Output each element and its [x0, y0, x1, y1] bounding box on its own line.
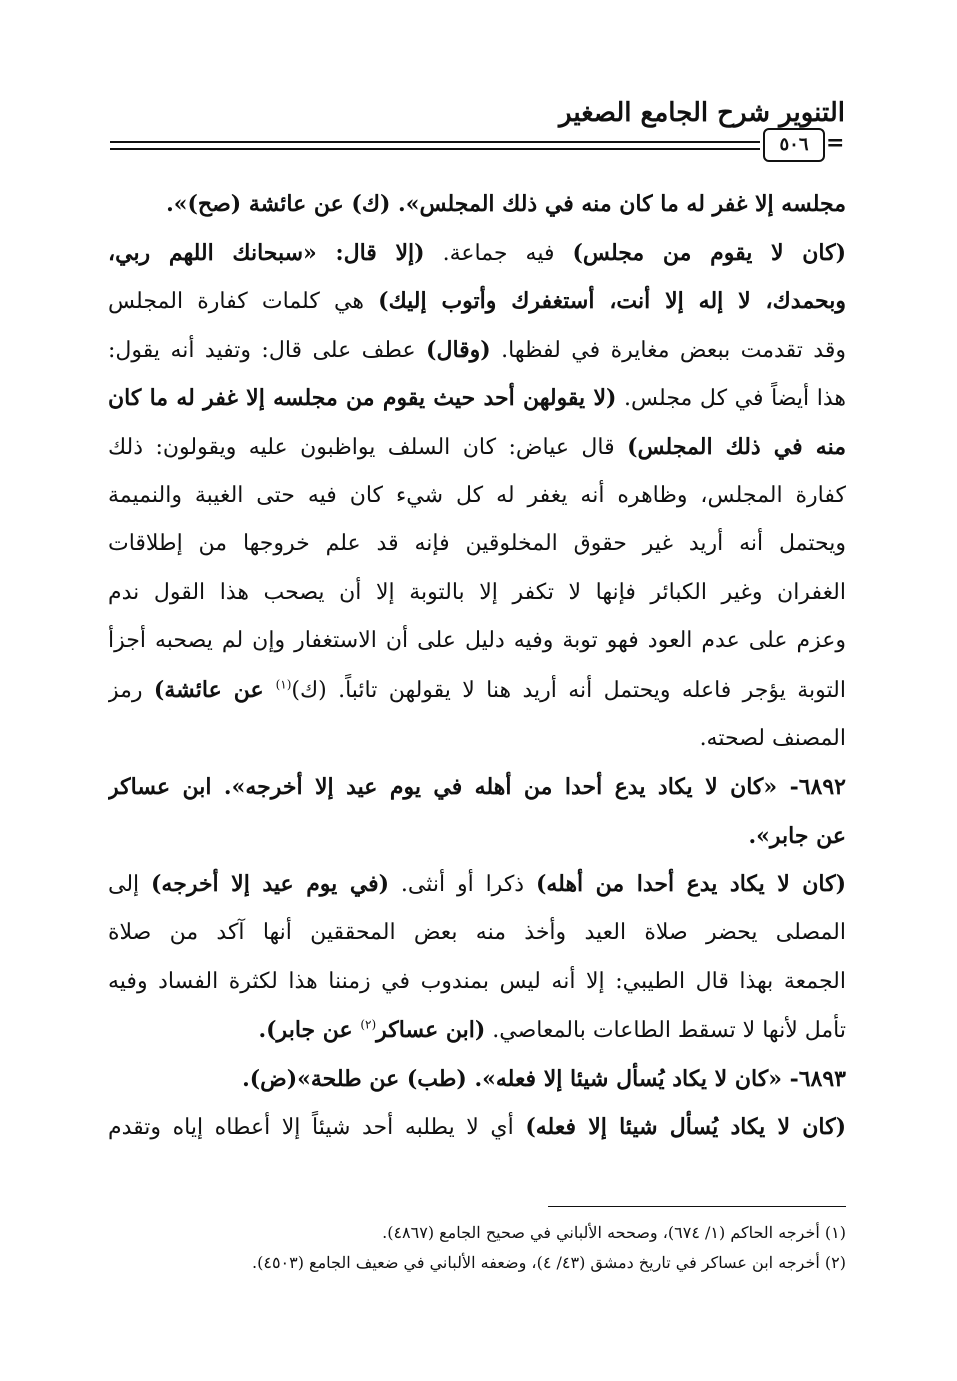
- text-line: [108, 180, 846, 229]
- footnote-ref: (١): [275, 677, 292, 692]
- text-line: [108, 715, 846, 764]
- text-span: ويحتمل أنه أريد غير حقوق المخلوقين فإنه قد علم خروجها من إطلاقات: [108, 531, 846, 557]
- text-line: [108, 763, 846, 812]
- text-line: [108, 860, 846, 909]
- text-line: [108, 617, 846, 666]
- text-span: ذكرا أو أنثى.: [389, 872, 536, 898]
- bold-text: ٦٨٩٢- «كان لا يكاد يدع أحدا من أهله في يوم عيد إلا أخرجه». ابن عساكر: [108, 774, 846, 801]
- bold-text: عن جابر).: [258, 1017, 361, 1044]
- text-span: الغفران وغير الكبائر فإنها لا تكفر إلا بالتوبة إلا أن يصحب هذا القول ندم: [108, 579, 846, 605]
- header-rule-top: [110, 141, 760, 143]
- bold-text: (لا يقولهن أحد حيث يقوم من مجلسه إلا غفر له ما كان: [108, 385, 617, 412]
- text-span: الجمعة بهذا قال الطيبي: إلا أنه ليس بمندوب في زمننا هذا لكثرة الفساد وفيه: [108, 968, 846, 994]
- text-line: [108, 569, 846, 618]
- text-line: [108, 958, 846, 1007]
- bold-text: عن عائشة): [153, 676, 276, 703]
- text-span: وقد تقدمت ببعض مغايرة في لفظها.: [490, 337, 846, 363]
- text-span: المصلى يحضر صلاة العيد وأخذ منه بعض المحققين أنها آكد من صلاة: [108, 919, 846, 945]
- main-text: [108, 180, 846, 1152]
- text-span: التوبة يؤجر فاعله ويحتمل أنه أريد هنا لا يقولهن تائباً. (ك): [291, 677, 846, 703]
- text-span: كفارة المجلس، وظاهره أنه يغفر له كل شيء كان فيه حتى الغيبة والنميمة: [108, 482, 846, 508]
- text-line: [108, 812, 846, 861]
- text-span: هي كلمات كفارة المجلس: [108, 289, 379, 315]
- text-line: [108, 326, 846, 375]
- bold-text: (ابن عساكر: [376, 1017, 486, 1044]
- bold-text: (إلا قال: «سبحانك اللهم ربي،: [108, 239, 425, 266]
- running-header-title: التنوير شرح الجامع الصغير: [559, 98, 845, 128]
- text-line: [108, 1103, 846, 1152]
- page-number: ٥٠٦: [763, 128, 825, 162]
- bold-text: وبحمدك، لا إله إلا أنت، أستغفرك وأتوب إليك): [378, 288, 846, 315]
- footnote-ref: (٢): [360, 1017, 377, 1032]
- text-line: [108, 520, 846, 569]
- text-span: تأمل لأنها لا تسقط الطاعات بالمعاصي.: [485, 1018, 846, 1044]
- text-span: قال عياض: كان السلف يواظبون عليه ويقولون: ذلك: [108, 434, 628, 460]
- text-line: [108, 666, 846, 715]
- text-line: [108, 1006, 846, 1055]
- text-span: عطف على قال: وتفيد أنه يقول:: [108, 337, 427, 363]
- text-span: وعزم على عدم العود فهو توبة وفيه دليل على أن الاستغفار وإن لم يصحبه أجزأ: [108, 628, 846, 654]
- text-line: [108, 1055, 846, 1104]
- footnotes: [108, 1218, 846, 1278]
- text-line: [108, 277, 846, 326]
- bold-text: مجلسه إلا غفر له ما كان منه في ذلك المجلس». (ك) عن عائشة (صح)».: [166, 191, 846, 217]
- footnote-2: (٢) أخرجه ابن عساكر في تاريخ دمشق (٤٣/ ٤)، وضعفه الألباني في ضعيف الجامع (٤٥٠٣).: [252, 1253, 846, 1272]
- text-line: [108, 229, 846, 278]
- bold-text: عن جابر».: [748, 822, 846, 849]
- bold-text: (كان لا يكاد يدع أحدا من أهله): [535, 871, 846, 898]
- text-span: فيه جماعة.: [424, 240, 573, 266]
- footnote-separator: [548, 1206, 846, 1207]
- header-rule-bottom: [110, 148, 760, 150]
- text-line: [108, 423, 846, 472]
- bold-text: (في يوم عيد إلا أخرجه): [151, 871, 390, 898]
- text-span: المصنف لصحته.: [699, 725, 846, 751]
- bold-text: (كان لا يقوم من مجلس): [572, 239, 846, 266]
- text-span: هذا أيضاً في كل مجلس.: [616, 386, 846, 412]
- text-line: [108, 472, 846, 521]
- text-line: [108, 374, 846, 423]
- text-line: [108, 909, 846, 958]
- bold-text: منه في ذلك المجلس): [627, 433, 846, 460]
- bold-text: ٦٨٩٣- «كان لا يكاد يُسأل شيئا إلا فعله». (طب) عن طلحة»(ض).: [242, 1065, 846, 1092]
- bold-text: (وقال): [426, 336, 491, 363]
- text-span: إلى: [108, 872, 152, 898]
- bold-text: (كان لا يكاد يُسأل شيئا إلا فعله): [525, 1114, 846, 1141]
- text-span: أي لا يطلبه أحد شيئاً إلا أعطاه إياه وتقدم: [108, 1115, 526, 1141]
- text-span: رمز: [108, 677, 154, 703]
- footnote-1: (١) أخرجه الحاكم (١/ ٦٧٤)، وصححه الألباني في صحيح الجامع (٤٨٦٧).: [382, 1223, 846, 1242]
- page-number-marker: =: [826, 130, 845, 156]
